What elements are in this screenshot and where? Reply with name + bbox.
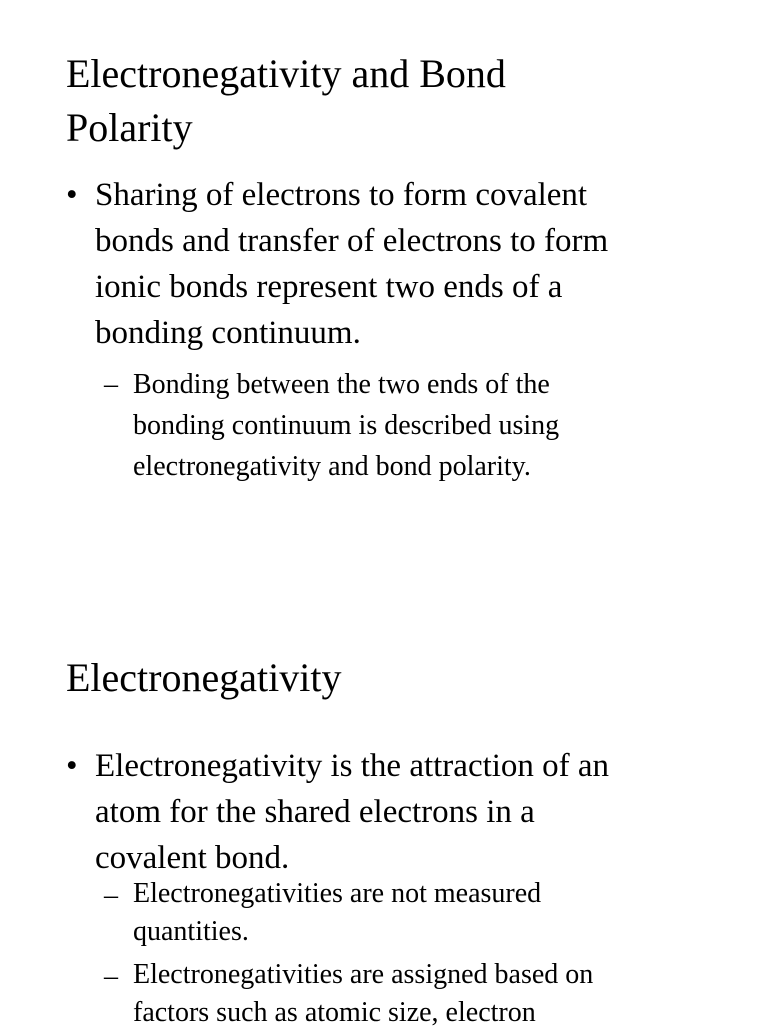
sub-bullet-line: Bonding between the two ends of the <box>133 369 550 400</box>
bullet-line: atom for the shared electrons in a <box>95 794 535 830</box>
slide-2-sub-bullet-1 <box>104 875 704 951</box>
bullet-mark: • <box>66 177 78 213</box>
sub-bullet-text <box>133 875 704 951</box>
bullet-text <box>95 172 706 356</box>
bullet-line: Electronegativity is the attraction of an <box>95 748 610 784</box>
bullet-line: Sharing of electrons to form covalent <box>95 177 588 213</box>
bullet-mark: • <box>66 748 78 784</box>
sub-bullet-line: Electronegativities are assigned based on <box>133 959 594 990</box>
bullet-line: bonding continuum. <box>95 315 361 351</box>
bullet-text <box>95 743 706 881</box>
sub-bullet-line: quantities. <box>133 916 249 947</box>
slide-1-title-line-2: Polarity <box>66 105 193 150</box>
sub-bullet-line: factors such as atomic size, electron <box>133 997 536 1028</box>
slide-2-sub-bullet-2 <box>104 956 704 1032</box>
sub-bullet-mark: – <box>104 961 118 992</box>
bullet-line: ionic bonds represent two ends of a <box>95 269 563 305</box>
sub-bullet-line: Electronegativities are not measured <box>133 878 542 909</box>
slide-1-title-line-1: Electronegativity and Bond <box>66 51 506 96</box>
slide-1-bullet <box>66 172 706 356</box>
sub-bullet-mark: – <box>104 369 118 400</box>
slide-2-title: Electronegativity <box>66 655 342 700</box>
sub-bullet-line: bonding continuum is described using <box>133 410 560 441</box>
bullet-line: bonds and transfer of electrons to form <box>95 223 609 259</box>
sub-bullet-text <box>133 364 704 487</box>
slide-1-title <box>66 47 726 155</box>
sub-bullet-line: electronegativity and bond polarity. <box>133 451 531 482</box>
sub-bullet-text <box>133 956 704 1032</box>
bullet-line: covalent bond. <box>95 840 290 876</box>
slide-1-sub-bullet <box>104 364 704 487</box>
sub-bullet-mark: – <box>104 880 118 911</box>
slide-2-bullet <box>66 743 706 881</box>
